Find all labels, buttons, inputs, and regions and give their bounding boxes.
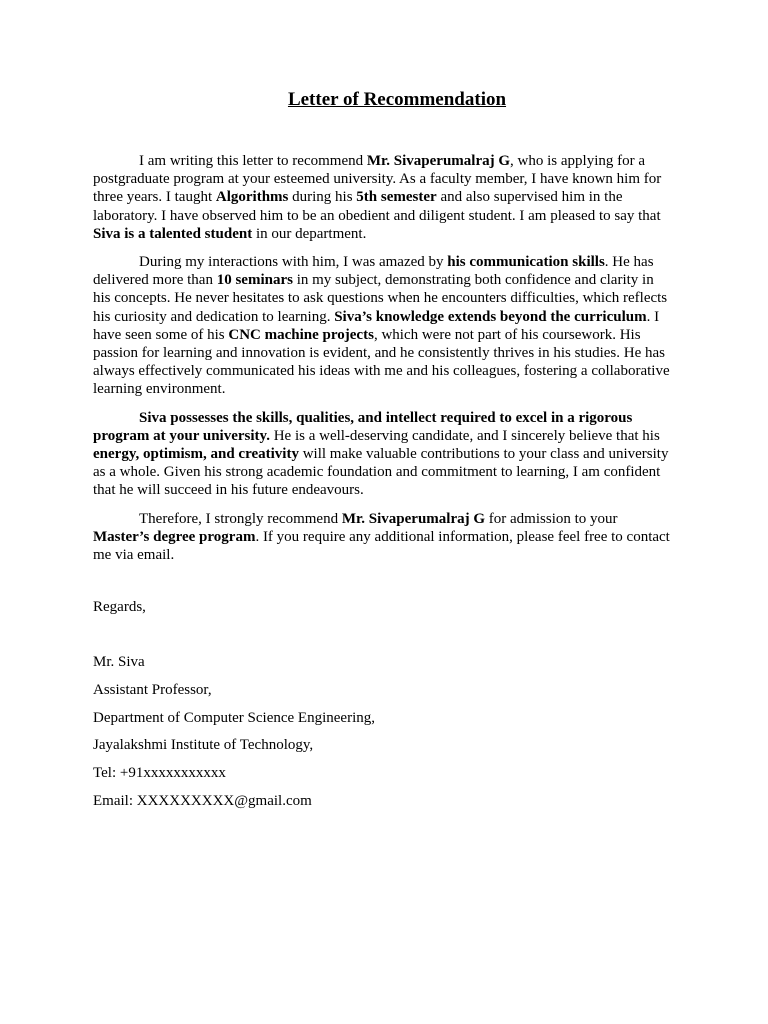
text-run: . He has delivered more than (93, 254, 654, 289)
text-run: will make valuable contributions to your class and university as a whole. Given his strong academic foundation and commitment to learning, I am confident that he will succeed in his future endeavours. (93, 446, 669, 499)
text-run: . I have seen some of his (93, 308, 660, 343)
bold-text-run: CNC machine projects (228, 326, 374, 343)
bold-text-run: Siva is a talented student (93, 225, 253, 242)
text-run: and also supervised him in the laboratory. I have observed him to be an obedient and diligent student. I am pleased to say that (93, 189, 661, 224)
bold-text-run: 5th semester (356, 189, 437, 206)
signature-email: Email: XXXXXXXXX@gmail.com (93, 793, 312, 809)
paragraph-qualities (93, 409, 673, 500)
signature-position: Assistant Professor, (93, 682, 212, 698)
text-run: , which were not part of his coursework. His passion for learning and innovation is evident, and he consistently thrives in his studies. He has always effectively communicated his ideas with me and his colleagues, fostering a collaborative learning environment. (93, 326, 670, 398)
text-run: During my interactions with him, I was amazed by (139, 254, 448, 271)
signature-phone: Tel: +91xxxxxxxxxxx (93, 765, 226, 781)
bold-text-run: energy, optimism, and creativity (93, 446, 299, 463)
bold-text-run: 10 seminars (216, 272, 293, 289)
text-run: for admission to your (485, 510, 618, 527)
paragraph-recommendation (93, 510, 673, 565)
closing-regards: Regards, (93, 599, 146, 615)
text-run: in our department. (252, 225, 367, 242)
text-run: Therefore, I strongly recommend (139, 510, 342, 527)
bold-text-run: Algorithms (215, 189, 289, 206)
letter-body (93, 152, 673, 574)
signature-institution: Jayalakshmi Institute of Technology, (93, 737, 314, 753)
bold-text-run: his communication skills (447, 254, 605, 271)
text-run: in my subject, demonstrating both confidence and clarity in his concepts. He never hesitates to ask questions when he encounters difficulties, which reflects his curiosity and dedication to learning. (93, 272, 668, 325)
bold-text-run: Siva’s knowledge extends beyond the curriculum (334, 308, 647, 325)
text-run: I am writing this letter to recommend (139, 153, 367, 169)
bold-text-run: Siva possesses the skills, qualities, and intellect required to excel in a rigorous program at your university. (93, 409, 633, 444)
paragraph-interactions (93, 253, 673, 399)
bold-text-run: Master’s degree program (93, 528, 256, 545)
bold-text-run: Mr. Sivaperumalraj G (341, 510, 486, 527)
signature-name: Mr. Siva (93, 654, 145, 670)
paragraph-intro (93, 152, 673, 243)
text-run: , who is applying for a postgraduate program at your esteemed university. As a faculty member, I have known him for three years. I taught (93, 153, 662, 206)
text-run: during his (288, 189, 357, 206)
signature-department: Department of Computer Science Engineering, (93, 710, 375, 726)
text-run: . If you require any additional information, please feel free to contact me via email. (93, 528, 670, 564)
text-run: He is a well-deserving candidate, and I sincerely believe that his (269, 427, 660, 444)
letter-title: Letter of Recommendation (287, 89, 507, 110)
bold-text-run: Mr. Sivaperumalraj G (366, 153, 511, 169)
